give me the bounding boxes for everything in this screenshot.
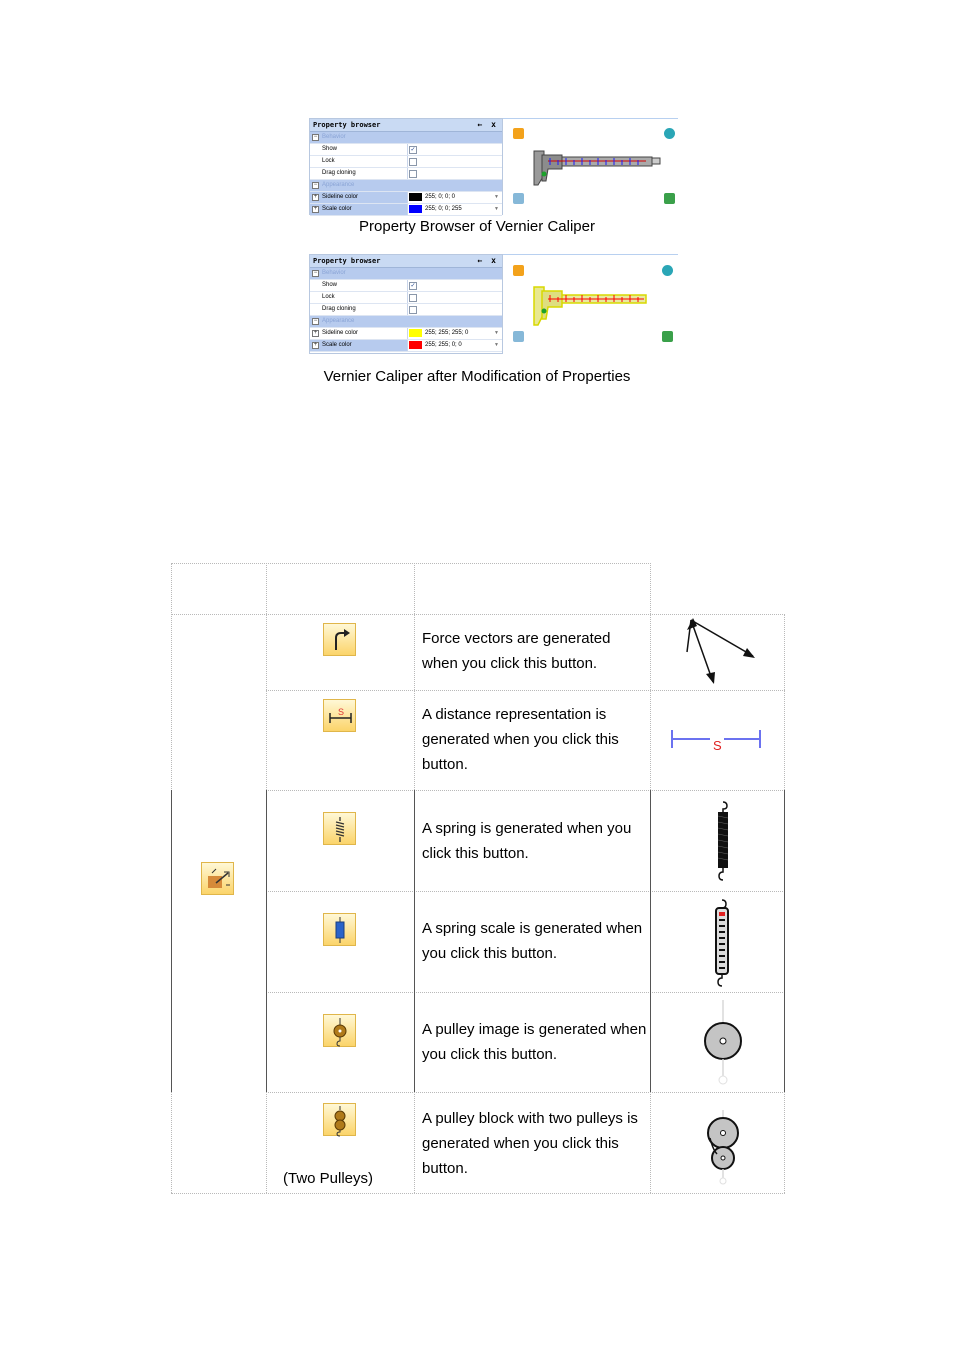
force-vector-description: Force vectors are generated when you click this button.	[422, 630, 611, 672]
property-browser-panel-1	[309, 118, 503, 215]
spring-preview	[712, 800, 734, 882]
property-sideline-color[interactable]: + Sideline color 255; 0; 0; 0 ▼	[310, 192, 502, 204]
spring-scale-icon	[324, 914, 357, 947]
caliper-canvas-2	[503, 254, 678, 353]
force-vector-button[interactable]	[323, 623, 356, 656]
lock-checkbox[interactable]	[409, 294, 417, 302]
vernier-caliper-image[interactable]	[528, 147, 663, 192]
drag-cloning-checkbox[interactable]	[409, 306, 417, 314]
property-lock[interactable]: Lock	[310, 292, 502, 304]
dropdown-arrow-icon[interactable]: ▼	[494, 206, 499, 212]
category-appearance[interactable]: − Appearance	[310, 316, 502, 328]
move-handle-icon[interactable]	[513, 128, 524, 139]
pulley-block-preview	[705, 1110, 741, 1186]
svg-text:S: S	[338, 707, 345, 717]
panel-controls[interactable]: ← x	[477, 120, 498, 129]
property-browser-panel-2	[309, 254, 503, 354]
property-scale-color[interactable]: + Scale color 255; 0; 0; 255 ▼	[310, 204, 502, 216]
properties-handle-icon[interactable]	[513, 331, 524, 342]
spring-description: A spring is generated when you click this button.	[422, 820, 632, 862]
panel-controls[interactable]: ← x	[477, 256, 498, 265]
rotate-handle-icon[interactable]	[662, 265, 673, 276]
category-behavior[interactable]: − Behavior	[310, 268, 502, 280]
pulley-description: A pulley image is generated when you click this button.	[422, 1021, 647, 1063]
category-appearance[interactable]: − Appearance	[310, 180, 502, 192]
property-browser-title	[310, 119, 502, 132]
two-pulleys-note: (Two Pulleys)	[283, 1170, 374, 1187]
resize-handle-icon[interactable]	[664, 193, 675, 204]
distance-icon	[324, 700, 357, 733]
force-vector-icon	[324, 624, 357, 657]
spring-button[interactable]	[323, 812, 356, 845]
caliper-canvas-1	[503, 118, 678, 214]
property-browser-title-text: Property browser	[313, 121, 381, 129]
show-checkbox[interactable]: ✓	[410, 147, 416, 153]
dropdown-arrow-icon[interactable]: ▼	[494, 330, 499, 336]
pulley-block-description: A pulley block with two pulleys is generated when you click this button.	[422, 1110, 638, 1177]
color-swatch	[409, 329, 422, 337]
distance-label: S	[713, 738, 722, 753]
property-drag-cloning[interactable]: Drag cloning	[310, 304, 502, 316]
caption-1: Property Browser of Vernier Caliper	[359, 218, 595, 235]
property-show[interactable]: Show ✓	[310, 280, 502, 292]
vernier-caliper-image[interactable]	[528, 283, 658, 331]
property-lock[interactable]: Lock	[310, 156, 502, 168]
spring-icon	[324, 813, 357, 846]
property-browser-title-text: Property browser	[313, 257, 381, 265]
pulley-button[interactable]	[323, 1014, 356, 1047]
move-handle-icon[interactable]	[513, 265, 524, 276]
pulley-preview	[700, 998, 746, 1086]
property-browser-title	[310, 255, 502, 268]
spring-scale-button[interactable]	[323, 913, 356, 946]
dropdown-arrow-icon[interactable]: ▼	[494, 194, 499, 200]
spring-scale-preview	[707, 898, 737, 988]
property-drag-cloning[interactable]: Drag cloning	[310, 168, 502, 180]
pulley-block-icon	[324, 1104, 357, 1137]
mechanics-tools-button[interactable]	[201, 862, 234, 895]
color-swatch	[409, 193, 422, 201]
properties-handle-icon[interactable]	[513, 193, 524, 204]
mechanics-tools-icon	[202, 863, 235, 896]
resize-handle-icon[interactable]	[662, 331, 673, 342]
dropdown-arrow-icon[interactable]: ▼	[494, 342, 499, 348]
distance-button[interactable]	[323, 699, 356, 732]
force-vectors-preview	[683, 616, 758, 686]
color-swatch	[409, 341, 422, 349]
distance-description: A distance representation is generated when you click this button.	[422, 706, 619, 773]
pulley-block-button[interactable]	[323, 1103, 356, 1136]
distance-preview	[668, 726, 764, 754]
show-checkbox[interactable]: ✓	[410, 283, 416, 289]
lock-checkbox[interactable]	[409, 158, 417, 166]
caption-2: Vernier Caliper after Modification of Properties	[323, 368, 631, 385]
property-scale-color[interactable]: + Scale color 255; 255; 0; 0 ▼	[310, 340, 502, 352]
rotate-handle-icon[interactable]	[664, 128, 675, 139]
spring-scale-description: A spring scale is generated when you click this button.	[422, 920, 643, 962]
category-behavior[interactable]: − Behavior	[310, 132, 502, 144]
property-show[interactable]: Show ✓	[310, 144, 502, 156]
property-sideline-color[interactable]: + Sideline color 255; 255; 255; 0 ▼	[310, 328, 502, 340]
color-swatch	[409, 205, 422, 213]
pulley-icon	[324, 1015, 357, 1048]
drag-cloning-checkbox[interactable]	[409, 170, 417, 178]
